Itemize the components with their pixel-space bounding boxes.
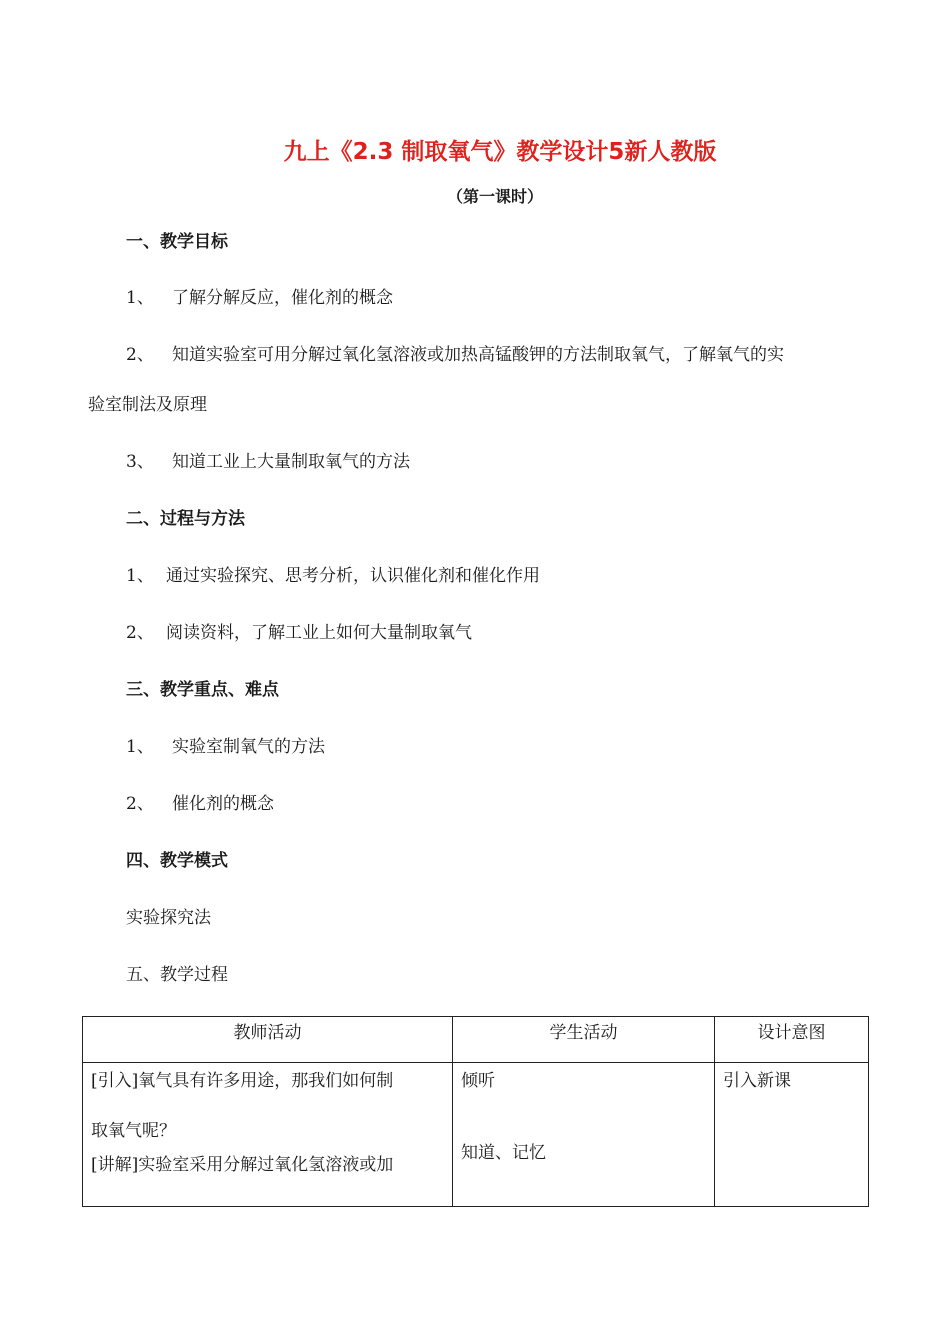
item-text-continuation: 验室制法及原理 (88, 395, 207, 415)
item-text: 阅读资料，了解工业上如何大量制取氧气 (166, 623, 472, 643)
item-number: 2、 (126, 794, 154, 814)
item-number: 3、 (126, 452, 154, 472)
table-row (83, 1063, 869, 1207)
column-header-intent: 设计意图 (715, 1017, 869, 1063)
section-heading-process: 二、过程与方法 (126, 509, 245, 529)
teacher-activity-cell (83, 1063, 453, 1207)
cell-line: [引入]氧气具有许多用途，那我们如何制 (91, 1071, 394, 1091)
item-number: 1、 (126, 288, 154, 308)
column-header-student: 学生活动 (453, 1017, 715, 1063)
student-activity-cell (453, 1063, 715, 1207)
list-item (126, 450, 410, 474)
section-heading-mode: 四、教学模式 (126, 851, 228, 871)
item-text: 知道实验室可用分解过氧化氢溶液或加热高锰酸钾的方法制取氧气，了解氧气的实 (172, 345, 784, 365)
item-text: 实验室制氧气的方法 (172, 737, 325, 757)
cell-line: 知道、记忆 (461, 1143, 546, 1163)
design-intent-cell (715, 1063, 869, 1207)
item-text: 催化剂的概念 (172, 794, 274, 814)
list-item (126, 564, 540, 588)
column-header-teacher: 教师活动 (83, 1017, 453, 1063)
cell-line: [讲解]实验室采用分解过氧化氢溶液或加 (91, 1155, 394, 1175)
item-number: 2、 (126, 623, 154, 643)
section-heading-procedure: 五、教学过程 (126, 965, 228, 985)
section-heading-keypoints: 三、教学重点、难点 (126, 680, 279, 700)
list-item (126, 735, 325, 759)
section-text: 实验探究法 (126, 908, 211, 928)
cell-line: 引入新课 (723, 1071, 791, 1091)
item-number: 2、 (126, 345, 154, 365)
list-item (126, 621, 472, 645)
teaching-process-table (82, 1016, 869, 1207)
list-item (126, 792, 274, 816)
item-text: 通过实验探究、思考分析，认识催化剂和催化作用 (166, 566, 540, 586)
item-number: 1、 (126, 737, 154, 757)
item-number: 1、 (126, 566, 154, 586)
cell-line: 倾听 (461, 1071, 495, 1091)
document-subtitle: （第一课时） (446, 187, 543, 206)
section-heading-objectives: 一、教学目标 (126, 232, 228, 252)
item-text: 知道工业上大量制取氧气的方法 (172, 452, 410, 472)
document-title: 九上《2.3 制取氧气》教学设计5新人教版 (283, 139, 717, 165)
cell-line: 取氧气呢？ (91, 1121, 176, 1141)
item-text: 了解分解反应，催化剂的概念 (172, 288, 393, 308)
list-item (126, 343, 784, 367)
table-header-row (83, 1017, 869, 1063)
list-item (126, 286, 393, 310)
